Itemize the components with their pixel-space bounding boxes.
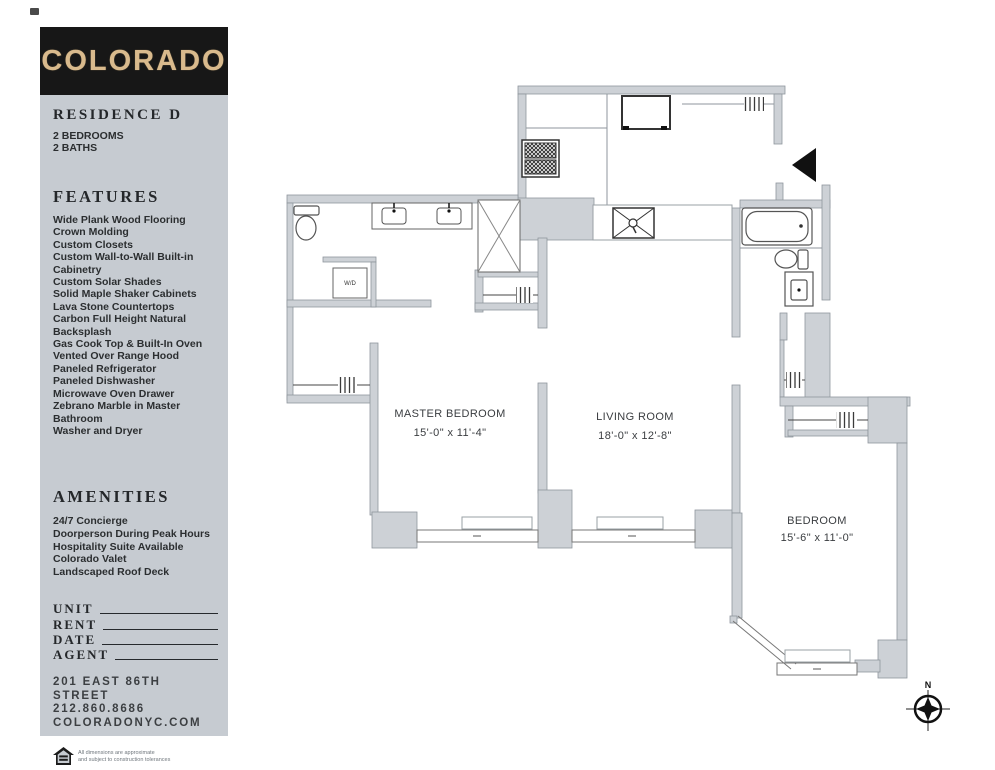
brand-logo-text: COLORADO xyxy=(41,44,227,77)
feature-item: Microwave Oven Drawer xyxy=(53,387,175,400)
disclaimer xyxy=(53,747,218,770)
living-room-dims: 18'-0" x 12'-8" xyxy=(598,430,672,442)
amenity-item: Colorado Valet xyxy=(53,553,127,566)
feature-item: Carbon Full Height Natural Backsplash xyxy=(53,313,187,338)
brand-logo xyxy=(40,27,228,95)
phone-number: 212.860.8686 xyxy=(53,703,145,716)
living-room-label: LIVING ROOM xyxy=(596,411,674,423)
feature-item: Gas Cook Top & Built-In Oven xyxy=(53,338,203,351)
shower-icon xyxy=(478,200,520,272)
compass-north-label: N xyxy=(924,680,932,690)
feature-item: Custom Solar Shades xyxy=(53,276,162,289)
bedroom-label: BEDROOM xyxy=(787,515,847,527)
feature-item: Washer and Dryer xyxy=(53,424,143,437)
scan-artifact xyxy=(30,8,39,15)
disclaimer-line2: and subject to construction tolerances xyxy=(78,756,171,763)
feature-item: Paneled Dishwasher xyxy=(53,375,156,388)
amenities-list xyxy=(53,515,218,578)
rent-label: RENT xyxy=(53,616,98,632)
feature-item: Lava Stone Countertops xyxy=(53,300,175,313)
feature-item: Zebrano Marble in Master Bathroom xyxy=(53,400,181,425)
unit-blank-line xyxy=(100,613,218,614)
rent-blank-line xyxy=(103,629,218,630)
agent-blank-line xyxy=(115,659,218,660)
features-heading: FEATURES xyxy=(53,187,160,206)
feature-item: Vented Over Range Hood xyxy=(53,350,180,363)
unit-label: UNIT xyxy=(53,601,94,617)
bedroom-dims: 15'-6" x 11'-0" xyxy=(780,532,854,544)
spec-baths: 2 BATHS xyxy=(53,142,98,154)
floorplan xyxy=(280,80,955,740)
date-label: DATE xyxy=(53,631,97,647)
date-blank-line xyxy=(102,644,218,645)
agent-label: AGENT xyxy=(53,647,110,663)
form-row-unit xyxy=(53,602,218,617)
street-address: 201 EAST 86TH STREET xyxy=(53,676,161,702)
walls-group xyxy=(287,86,910,678)
cooktop-icon xyxy=(522,140,559,177)
feature-item: Crown Molding xyxy=(53,226,129,239)
kitchen-sink-icon xyxy=(613,208,654,238)
spec-bedrooms: 2 BEDROOMS xyxy=(53,130,124,142)
washer-dryer-label: W/D xyxy=(344,281,356,287)
form-row-rent xyxy=(53,617,218,632)
contact-block xyxy=(53,676,218,730)
website-url: COLORADONYC.COM xyxy=(53,716,202,729)
second-toilet-icon xyxy=(775,250,808,269)
equal-housing-icon xyxy=(53,747,74,770)
floorplan-drawing xyxy=(280,80,955,740)
disclaimer-line1: All dimensions are approximate xyxy=(78,750,155,757)
amenity-item: Landscaped Roof Deck xyxy=(53,565,170,578)
form-row-agent xyxy=(53,648,218,663)
feature-item: Solid Maple Shaker Cabinets xyxy=(53,288,197,301)
entry-arrow-icon xyxy=(792,148,816,182)
form-row-date xyxy=(53,633,218,648)
amenity-item: 24/7 Concierge xyxy=(53,515,128,528)
refrigerator-icon xyxy=(622,96,670,130)
feature-item: Wide Plank Wood Flooring xyxy=(53,214,186,226)
info-sidebar xyxy=(40,95,228,763)
washer-dryer-icon xyxy=(333,268,367,298)
feature-item: Paneled Refrigerator xyxy=(53,362,157,375)
master-toilet-icon xyxy=(294,206,319,240)
fill-in-form xyxy=(53,602,218,663)
feature-item: Custom Wall-to-Wall Built-in Cabinetry xyxy=(53,251,194,276)
bathtub-icon xyxy=(742,208,812,245)
second-vanity-icon xyxy=(785,272,813,306)
double-vanity-icon xyxy=(372,203,472,229)
amenity-item: Doorperson During Peak Hours xyxy=(53,527,210,540)
features-list xyxy=(53,214,218,437)
master-bedroom-label: MASTER BEDROOM xyxy=(394,408,506,420)
master-bedroom-dims: 15'-0" x 11'-4" xyxy=(413,427,487,439)
compass-icon xyxy=(906,680,950,731)
feature-item: Custom Closets xyxy=(53,238,133,251)
amenity-item: Hospitality Suite Available xyxy=(53,540,184,553)
residence-title: RESIDENCE D xyxy=(53,107,183,123)
window-center-ticks xyxy=(473,536,821,669)
amenities-heading: AMENITIES xyxy=(53,487,170,507)
